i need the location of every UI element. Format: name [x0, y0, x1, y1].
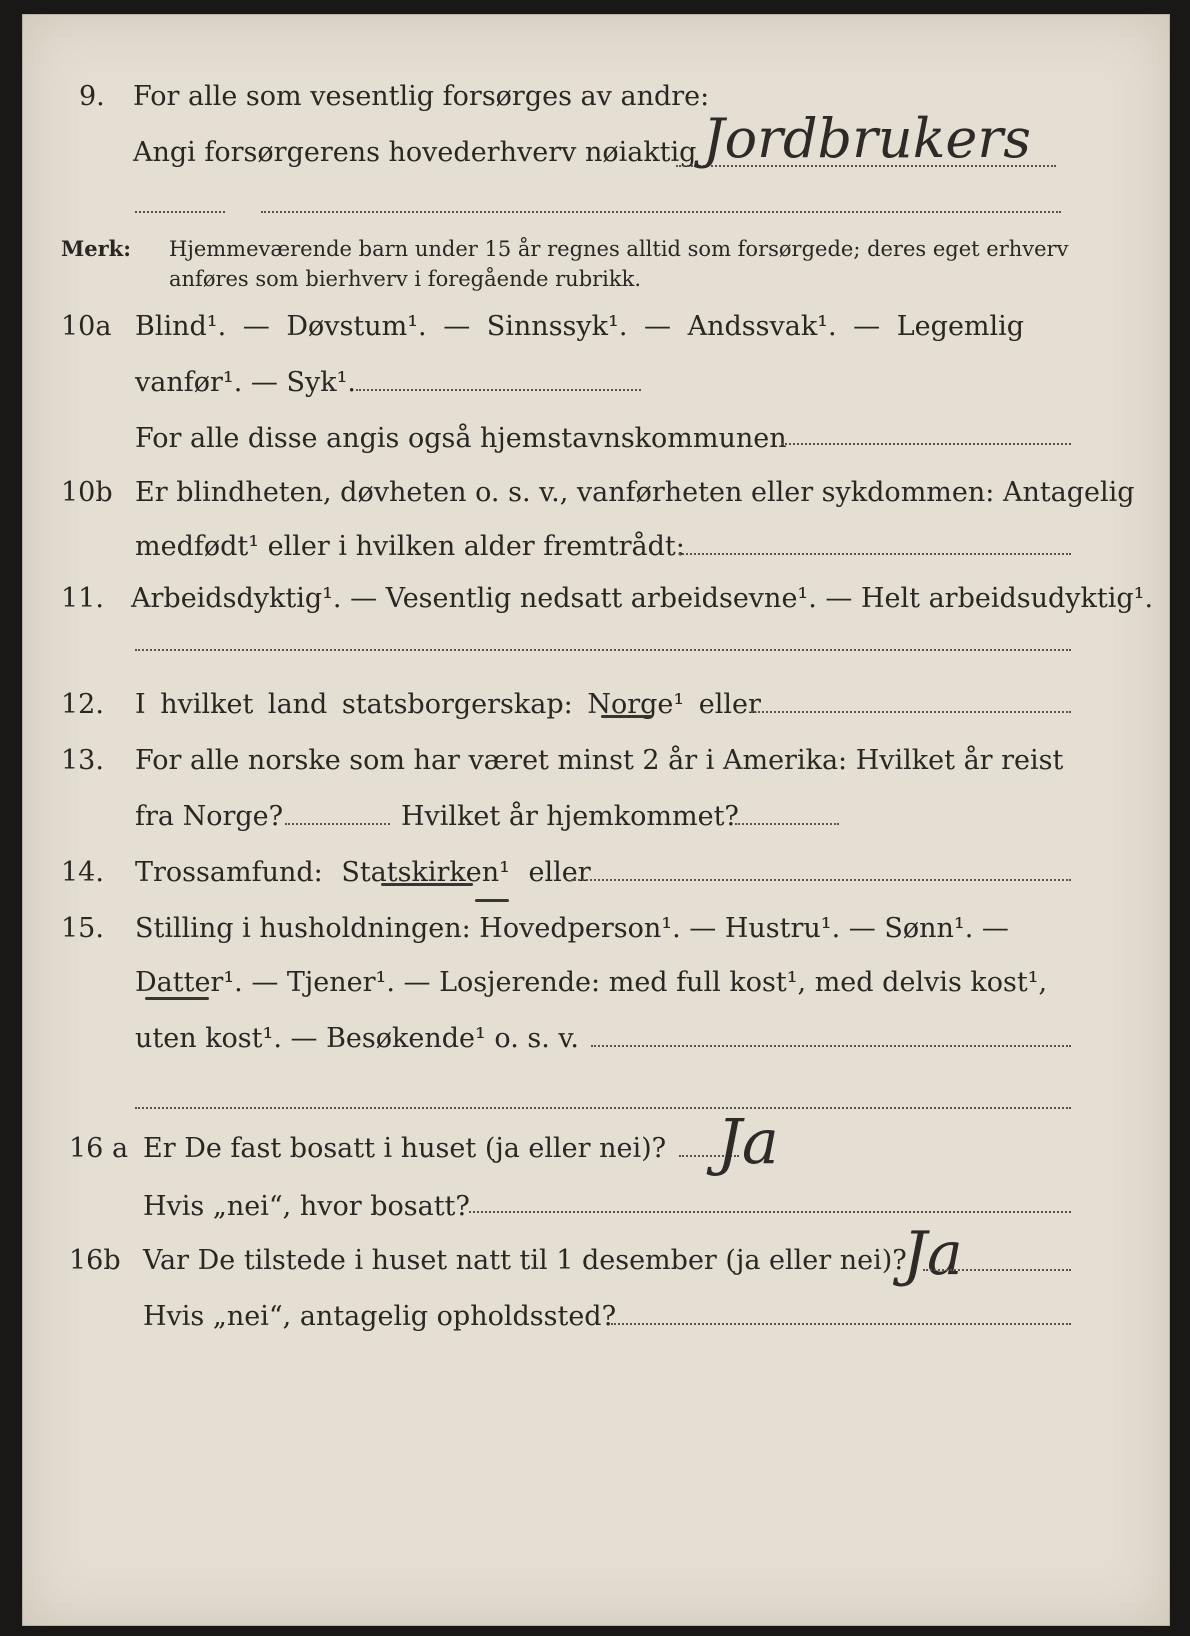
q16b-line2: Hvis „nei“, antagelig opholdssted?	[143, 1301, 617, 1332]
q10a-line2: vanfør¹. — Syk¹.	[135, 367, 356, 398]
q13-hjemkommet-line	[735, 823, 839, 825]
q9-line1: For alle som vesentlig forsørges av andre:	[133, 81, 710, 112]
q15-datter-underline	[145, 997, 209, 1000]
q16a-bosatt-line	[469, 1211, 1071, 1213]
q14-line1: Trossamfund: Statskirken¹ eller	[135, 857, 591, 888]
q14-statskirken-underline	[381, 883, 473, 886]
q13-line2b: Hvilket år hjemkommet?	[401, 801, 739, 832]
q13-reist-line	[285, 823, 390, 825]
q10b-line1: Er blindheten, døvheten o. s. v., vanførheten eller sykdommen: Antagelig	[135, 477, 1135, 508]
q12-number: 12.	[61, 689, 104, 720]
q9-line2: Angi forsørgerens hovederhverv nøiaktig	[133, 137, 697, 168]
q10b-number: 10b	[61, 477, 113, 508]
q10a-answer-line	[356, 389, 641, 391]
q11-answer-line	[135, 649, 1071, 651]
q16b-opholdssted-line	[611, 1323, 1071, 1325]
q10b-answer-line	[679, 553, 1071, 555]
q16b-handwritten-answer: Ja	[903, 1219, 963, 1289]
q16a-line2: Hvis „nei“, hvor bosatt?	[143, 1191, 470, 1222]
q9-number: 9.	[79, 81, 105, 112]
q15-line1: Stilling i husholdningen: Hovedperson¹. — Hustru¹. — Sønn¹. —	[135, 913, 1009, 944]
q12-answer-line	[751, 711, 1071, 713]
merk-line2: anføres som bierhverv i foregående rubrikk.	[169, 267, 642, 291]
q10a-line1: Blind¹. — Døvstum¹. — Sinnssyk¹. — Andssvak¹. — Legemlig	[135, 311, 1025, 342]
q15-number: 15.	[61, 913, 104, 944]
q14-number: 14.	[61, 857, 104, 888]
q16a-handwritten-answer: Ja	[717, 1105, 779, 1178]
q15-hovedperson-mark	[475, 899, 509, 902]
q10b-line2: medfødt¹ eller i hvilken alder fremtrådt:	[135, 531, 685, 562]
q12-line1: I hvilket land statsborgerskap: Norge¹ eller	[135, 689, 761, 720]
q10a-hjemstavn-line	[781, 443, 1071, 445]
q16b-line1: Var De tilstede i huset natt til 1 desember (ja eller nei)?	[143, 1245, 907, 1276]
q9-extra-line-b	[261, 211, 1061, 213]
q11-line1: Arbeidsdyktig¹. — Vesentlig nedsatt arbeidsevne¹. — Helt arbeidsudyktig¹.	[131, 583, 1154, 614]
q13-line2a: fra Norge?	[135, 801, 284, 832]
q9-extra-line-a	[135, 211, 225, 213]
merk-line1: Hjemmeværende barn under 15 år regnes alltid som forsørgede; deres eget erhverv	[169, 237, 1069, 261]
q12-norge-underline	[601, 715, 653, 718]
q11-number: 11.	[61, 583, 104, 614]
census-form-page	[22, 14, 1170, 1626]
q16b-answer-line	[923, 1269, 1071, 1271]
q13-number: 13.	[61, 745, 104, 776]
merk-label: Merk:	[61, 236, 131, 261]
q15-line2: Datter¹. — Tjener¹. — Losjerende: med full kost¹, med delvis kost¹,	[135, 967, 1048, 998]
q16a-line1: Er De fast bosatt i huset (ja eller nei)?	[143, 1133, 667, 1164]
q13-line1: For alle norske som har været minst 2 år i Amerika: Hvilket år reist	[135, 745, 1064, 776]
q16b-number: 16b	[69, 1245, 121, 1276]
q15-answer-line	[591, 1045, 1071, 1047]
q9-handwritten-answer: Jordbrukers	[703, 107, 1031, 170]
q15-extra-line	[135, 1107, 1071, 1109]
q16a-number: 16 a	[69, 1133, 129, 1164]
q10a-line3: For alle disse angis også hjemstavnskommunen	[135, 423, 787, 454]
q10a-number: 10a	[61, 311, 112, 342]
q15-line3: uten kost¹. — Besøkende¹ o. s. v.	[135, 1023, 580, 1054]
q14-answer-line	[571, 879, 1071, 881]
